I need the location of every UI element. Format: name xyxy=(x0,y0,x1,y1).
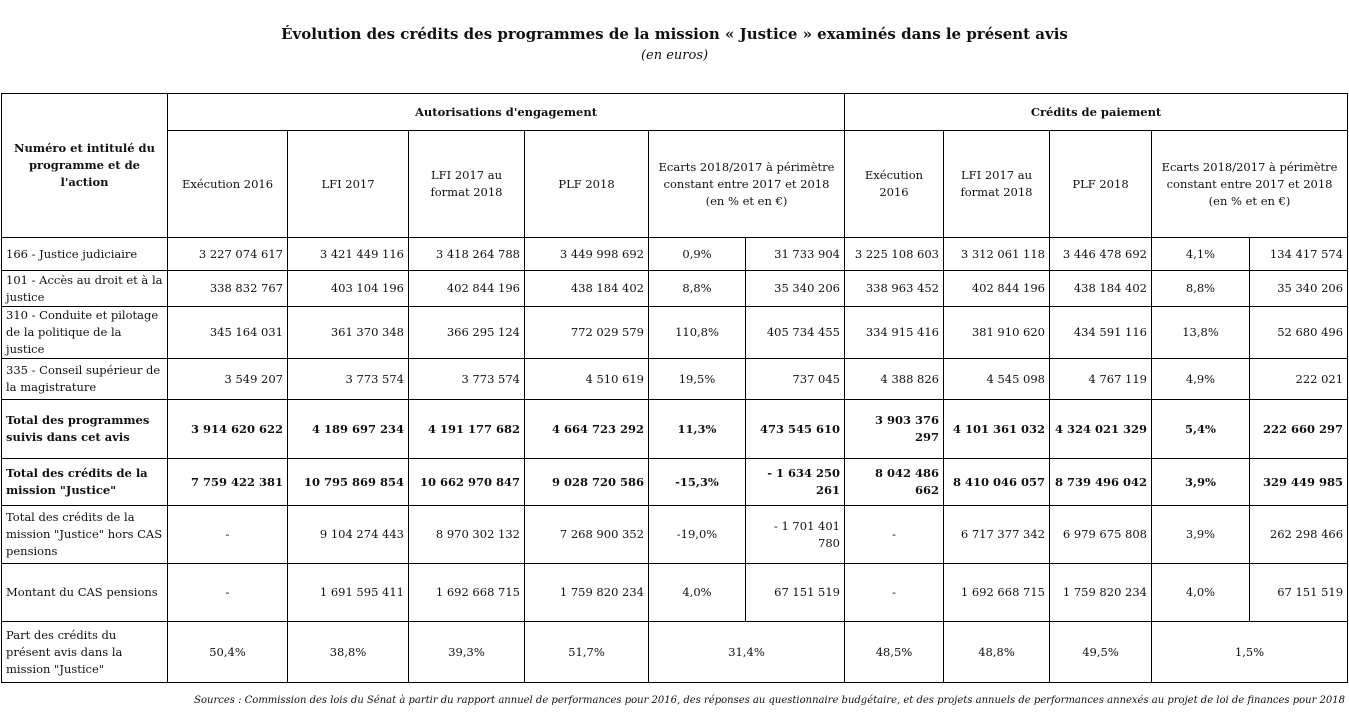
cell: 67 151 519 xyxy=(1250,564,1348,622)
cell: 772 029 579 xyxy=(525,307,649,359)
cell: 3,9% xyxy=(1152,459,1250,506)
cell: 434 591 116 xyxy=(1050,307,1152,359)
table-row xyxy=(2,307,1348,359)
cell: - xyxy=(168,506,288,564)
row-label: 101 - Accès au droit et à la justice xyxy=(2,271,168,307)
cell: - xyxy=(845,564,944,622)
cell: 51,7% xyxy=(525,622,649,683)
row-label: Total des crédits de la mission "Justice" xyxy=(2,459,168,506)
cell: 4,0% xyxy=(1152,564,1250,622)
cell: 3 773 574 xyxy=(409,359,525,400)
cell: 110,8% xyxy=(649,307,746,359)
cell: 4,0% xyxy=(649,564,746,622)
cell: 4 191 177 682 xyxy=(409,400,525,459)
cp-col-header: Exécution 2016 xyxy=(845,131,944,238)
cp-group-header: Crédits de paiement xyxy=(845,94,1348,131)
cell: 1 759 820 234 xyxy=(1050,564,1152,622)
cell: 4 510 619 xyxy=(525,359,649,400)
cell: 438 184 402 xyxy=(525,271,649,307)
row-label-header: Numéro et intitulé du programme et de l'action xyxy=(2,94,168,238)
cell: 405 734 455 xyxy=(746,307,845,359)
cell: 8 410 046 057 xyxy=(944,459,1050,506)
cell: 67 151 519 xyxy=(746,564,845,622)
cell: 9 104 274 443 xyxy=(288,506,409,564)
cell: 0,9% xyxy=(649,238,746,271)
cell: 3 914 620 622 xyxy=(168,400,288,459)
cell: 5,4% xyxy=(1152,400,1250,459)
cp-col-header: LFI 2017 au format 2018 xyxy=(944,131,1050,238)
cell: 48,8% xyxy=(944,622,1050,683)
cell: 3 227 074 617 xyxy=(168,238,288,271)
cell: 19,5% xyxy=(649,359,746,400)
cell: 222 660 297 xyxy=(1250,400,1348,459)
cell: 10 662 970 847 xyxy=(409,459,525,506)
row-label: 166 - Justice judiciaire xyxy=(2,238,168,271)
row-label: Montant du CAS pensions xyxy=(2,564,168,622)
page-subtitle: (en euros) xyxy=(640,48,709,63)
cell: 50,4% xyxy=(168,622,288,683)
cell: 334 915 416 xyxy=(845,307,944,359)
header-group-row xyxy=(2,94,1348,131)
cell: 1 691 595 411 xyxy=(288,564,409,622)
table-row xyxy=(2,506,1348,564)
cell: 4 388 826 xyxy=(845,359,944,400)
row-label: 310 - Conduite et pilotage de la politique de la justice xyxy=(2,307,168,359)
cell: 402 844 196 xyxy=(944,271,1050,307)
row-label: Part des crédits du présent avis dans la mission "Justice" xyxy=(2,622,168,683)
cell: 49,5% xyxy=(1050,622,1152,683)
cell: 1 692 668 715 xyxy=(409,564,525,622)
credits-table xyxy=(1,93,1348,683)
ae-group-header: Autorisations d'engagement xyxy=(168,94,845,131)
cell: - xyxy=(168,564,288,622)
table-row-share xyxy=(2,622,1348,683)
row-label: 335 - Conseil supérieur de la magistrature xyxy=(2,359,168,400)
table-row xyxy=(2,271,1348,307)
cell: 1 692 668 715 xyxy=(944,564,1050,622)
cell: 8 739 496 042 xyxy=(1050,459,1152,506)
ae-col-header: Exécution 2016 xyxy=(168,131,288,238)
cell: 39,3% xyxy=(409,622,525,683)
cell: 11,3% xyxy=(649,400,746,459)
cell: 3 446 478 692 xyxy=(1050,238,1152,271)
page-title: Évolution des crédits des programmes de la mission « Justice » examinés dans le présent avis xyxy=(281,25,1068,43)
cell: 4,9% xyxy=(1152,359,1250,400)
cell: 737 045 xyxy=(746,359,845,400)
cell: 134 417 574 xyxy=(1250,238,1348,271)
cell: 52 680 496 xyxy=(1250,307,1348,359)
table-row-total xyxy=(2,459,1348,506)
cell: 3 549 207 xyxy=(168,359,288,400)
cp-col-header: Ecarts 2018/2017 à périmètre constant entre 2017 et 2018 (en % et en €) xyxy=(1152,131,1348,238)
cell: 8,8% xyxy=(1152,271,1250,307)
cell: - 1 634 250 261 xyxy=(746,459,845,506)
ae-col-header: LFI 2017 xyxy=(288,131,409,238)
cell: 38,8% xyxy=(288,622,409,683)
cell: 3 449 998 692 xyxy=(525,238,649,271)
cell: 9 028 720 586 xyxy=(525,459,649,506)
cell: 31 733 904 xyxy=(746,238,845,271)
cell: - xyxy=(845,506,944,564)
cell: 7 759 422 381 xyxy=(168,459,288,506)
cell: 381 910 620 xyxy=(944,307,1050,359)
cell: 48,5% xyxy=(845,622,944,683)
cell: - 1 701 401 780 xyxy=(746,506,845,564)
cell: 3 225 108 603 xyxy=(845,238,944,271)
cell: 3 903 376 297 xyxy=(845,400,944,459)
cell: 7 268 900 352 xyxy=(525,506,649,564)
cell: 3 421 449 116 xyxy=(288,238,409,271)
row-label: Total des crédits de la mission "Justice" hors CAS pensions xyxy=(2,506,168,564)
cell: 4 545 098 xyxy=(944,359,1050,400)
cell: 8,8% xyxy=(649,271,746,307)
cell: 6 979 675 808 xyxy=(1050,506,1152,564)
cell: 438 184 402 xyxy=(1050,271,1152,307)
ae-col-header: PLF 2018 xyxy=(525,131,649,238)
cell: 10 795 869 854 xyxy=(288,459,409,506)
cell: 403 104 196 xyxy=(288,271,409,307)
cell: -15,3% xyxy=(649,459,746,506)
header-columns-row xyxy=(2,131,1348,238)
cell: 402 844 196 xyxy=(409,271,525,307)
cell: 338 832 767 xyxy=(168,271,288,307)
table-row-total xyxy=(2,400,1348,459)
cell: 4 664 723 292 xyxy=(525,400,649,459)
source-note: Sources : Commission des lois du Sénat à partir du rapport annuel de performances pour 2016, des réponses au questionnaire budgétaire, et des projets annuels de performances annexés au projet de loi de finances pour 2018 xyxy=(194,695,1345,706)
cp-col-header: PLF 2018 xyxy=(1050,131,1152,238)
cell: 1,5% xyxy=(1152,622,1348,683)
cell: 35 340 206 xyxy=(1250,271,1348,307)
cell: 4 101 361 032 xyxy=(944,400,1050,459)
cell: -19,0% xyxy=(649,506,746,564)
cell: 4 767 119 xyxy=(1050,359,1152,400)
ae-col-header: Ecarts 2018/2017 à périmètre constant entre 2017 et 2018 (en % et en €) xyxy=(649,131,845,238)
cell: 3 418 264 788 xyxy=(409,238,525,271)
table-row xyxy=(2,359,1348,400)
cell: 262 298 466 xyxy=(1250,506,1348,564)
cell: 4 324 021 329 xyxy=(1050,400,1152,459)
cell: 361 370 348 xyxy=(288,307,409,359)
cell: 3,9% xyxy=(1152,506,1250,564)
cell: 8 042 486 662 xyxy=(845,459,944,506)
cell: 35 340 206 xyxy=(746,271,845,307)
cell: 6 717 377 342 xyxy=(944,506,1050,564)
cell: 473 545 610 xyxy=(746,400,845,459)
cell: 13,8% xyxy=(1152,307,1250,359)
cell: 3 773 574 xyxy=(288,359,409,400)
cell: 8 970 302 132 xyxy=(409,506,525,564)
table-row xyxy=(2,238,1348,271)
cell: 4 189 697 234 xyxy=(288,400,409,459)
cell: 222 021 xyxy=(1250,359,1348,400)
cell: 4,1% xyxy=(1152,238,1250,271)
ae-col-header: LFI 2017 au format 2018 xyxy=(409,131,525,238)
cell: 345 164 031 xyxy=(168,307,288,359)
cell: 338 963 452 xyxy=(845,271,944,307)
cell: 3 312 061 118 xyxy=(944,238,1050,271)
cell: 366 295 124 xyxy=(409,307,525,359)
cell: 31,4% xyxy=(649,622,845,683)
cell: 329 449 985 xyxy=(1250,459,1348,506)
row-label: Total des programmes suivis dans cet avis xyxy=(2,400,168,459)
cell: 1 759 820 234 xyxy=(525,564,649,622)
table-row xyxy=(2,564,1348,622)
